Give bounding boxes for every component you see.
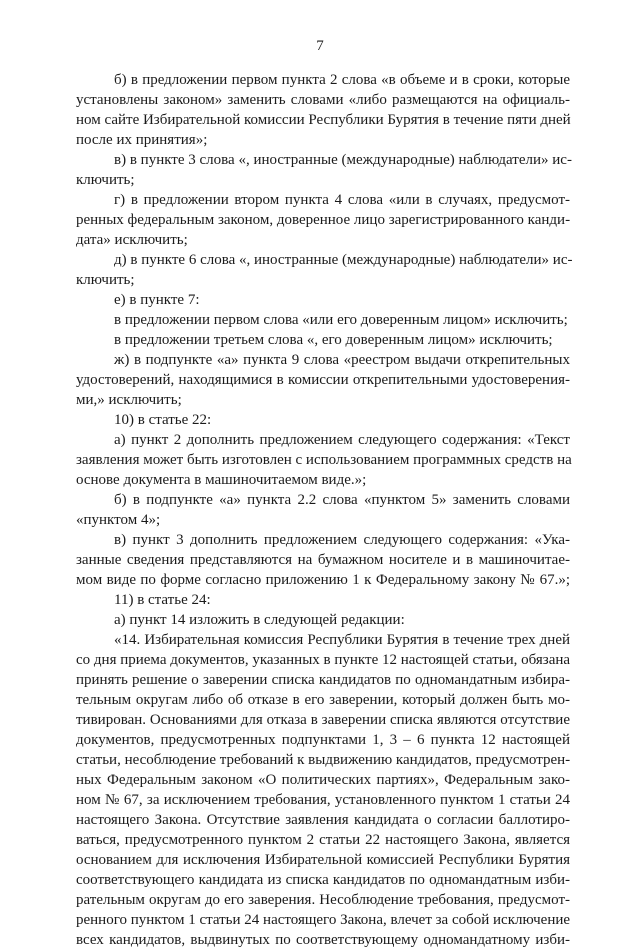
text-line: ваться, предусмотренного пунктом 2 статьи 22 настоящего Закона, является <box>76 832 570 848</box>
text-line: ми,» исключить; <box>76 392 182 408</box>
text-line: в предложении первом слова «или его доверенным лицом» исключить; <box>114 312 568 328</box>
text-line: рательным округам до его заверения. Несоблюдение требования, предусмот- <box>76 892 570 908</box>
text-line: в предложении третьем слова «, его доверенным лицом» исключить; <box>114 332 553 348</box>
text-line: установлены законом» заменить словами «либо размещаются на официаль- <box>76 92 570 108</box>
text-line: заявления может быть изготовлен с использованием программных средств на <box>76 452 572 468</box>
text-line: основе документа в машиночитаемом виде.»; <box>76 472 367 488</box>
text-line: ных Федеральным законом «О политических партиях», Федеральным зако- <box>76 772 570 788</box>
text-line: «14. Избирательная комиссия Республики Бурятия в течение трех дней <box>114 632 570 648</box>
document-body <box>76 70 573 950</box>
text-line: б) в предложении первом пункта 2 слова «в объеме и в сроки, которые <box>114 72 570 88</box>
text-line: в) пункт 3 дополнить предложением следующего содержания: «Ука- <box>114 532 570 548</box>
text-line: документов, предусмотренных подпунктами 1, 3 – 6 пункта 12 настоящей <box>76 732 570 748</box>
page-number: 7 <box>316 38 324 54</box>
text-line: а) пункт 14 изложить в следующей редакции: <box>114 612 405 628</box>
text-line: дата» исключить; <box>76 232 188 248</box>
text-line: б) в подпункте «а» пункта 2.2 слова «пунктом 5» заменить словами <box>114 492 570 508</box>
text-line: ном сайте Избирательной комиссии Республики Бурятия в течение пяти дней <box>76 112 571 128</box>
text-line: основанием для исключения Избирательной комиссией Республики Бурятия <box>76 852 570 868</box>
text-line: 11) в статье 24: <box>114 592 211 608</box>
text-line: занные сведения представляются на бумажном носителе и в машиночитае- <box>76 552 570 568</box>
text-line: тельным округам либо об отказе в его заверении, который должен быть мо- <box>76 692 570 708</box>
text-line: настоящего Закона. Отсутствие заявления кандидата о согласии баллотиро- <box>76 812 570 828</box>
text-line: ренного пунктом 1 статьи 24 настоящего Закона, влечет за собой исключение <box>76 912 571 928</box>
text-line: в) в пункте 3 слова «, иностранные (международные) наблюдатели» ис- <box>114 152 572 168</box>
text-line: после их принятия»; <box>76 132 208 148</box>
text-line: 10) в статье 22: <box>114 412 212 428</box>
text-line: соответствующего кандидата из списка кандидатов по одномандатным изби- <box>76 872 570 888</box>
text-line: а) пункт 2 дополнить предложением следующего содержания: «Текст <box>114 432 570 448</box>
text-line: статьи, несоблюдение требований к выдвижению кандидатов, предусмотрен- <box>76 752 571 768</box>
text-line: удостоверений, находящимися в комиссии открепительными удостоверения- <box>76 372 570 388</box>
text-line: всех кандидатов, выдвинутых по соответствующему одномандатному изби- <box>76 932 570 948</box>
text-line: тивирован. Основаниями для отказа в заверении списка являются отсутствие <box>76 712 570 728</box>
text-line: принять решение о заверении списка кандидатов по одномандатным избира- <box>76 672 570 688</box>
text-line: г) в предложении втором пункта 4 слова «или в случаях, предусмот- <box>114 192 570 208</box>
text-line: ключить; <box>76 172 135 188</box>
text-line: е) в пункте 7: <box>114 292 200 308</box>
text-line: д) в пункте 6 слова «, иностранные (международные) наблюдатели» ис- <box>114 252 573 268</box>
text-line: «пунктом 4»; <box>76 512 161 528</box>
text-line: мом виде по форме согласно приложению 1 к Федеральному закону № 67.»; <box>76 572 570 588</box>
text-line: ном № 67, за исключением требования, установленного пунктом 1 статьи 24 <box>76 792 570 808</box>
text-line: со дня приема документов, указанных в пункте 12 настоящей статьи, обязана <box>76 652 571 668</box>
text-line: ж) в подпункте «а» пункта 9 слова «реестром выдачи открепительных <box>114 352 570 368</box>
text-line: ренных федеральным законом, доверенное лицо зарегистрированного канди- <box>76 212 571 228</box>
text-line: ключить; <box>76 272 135 288</box>
